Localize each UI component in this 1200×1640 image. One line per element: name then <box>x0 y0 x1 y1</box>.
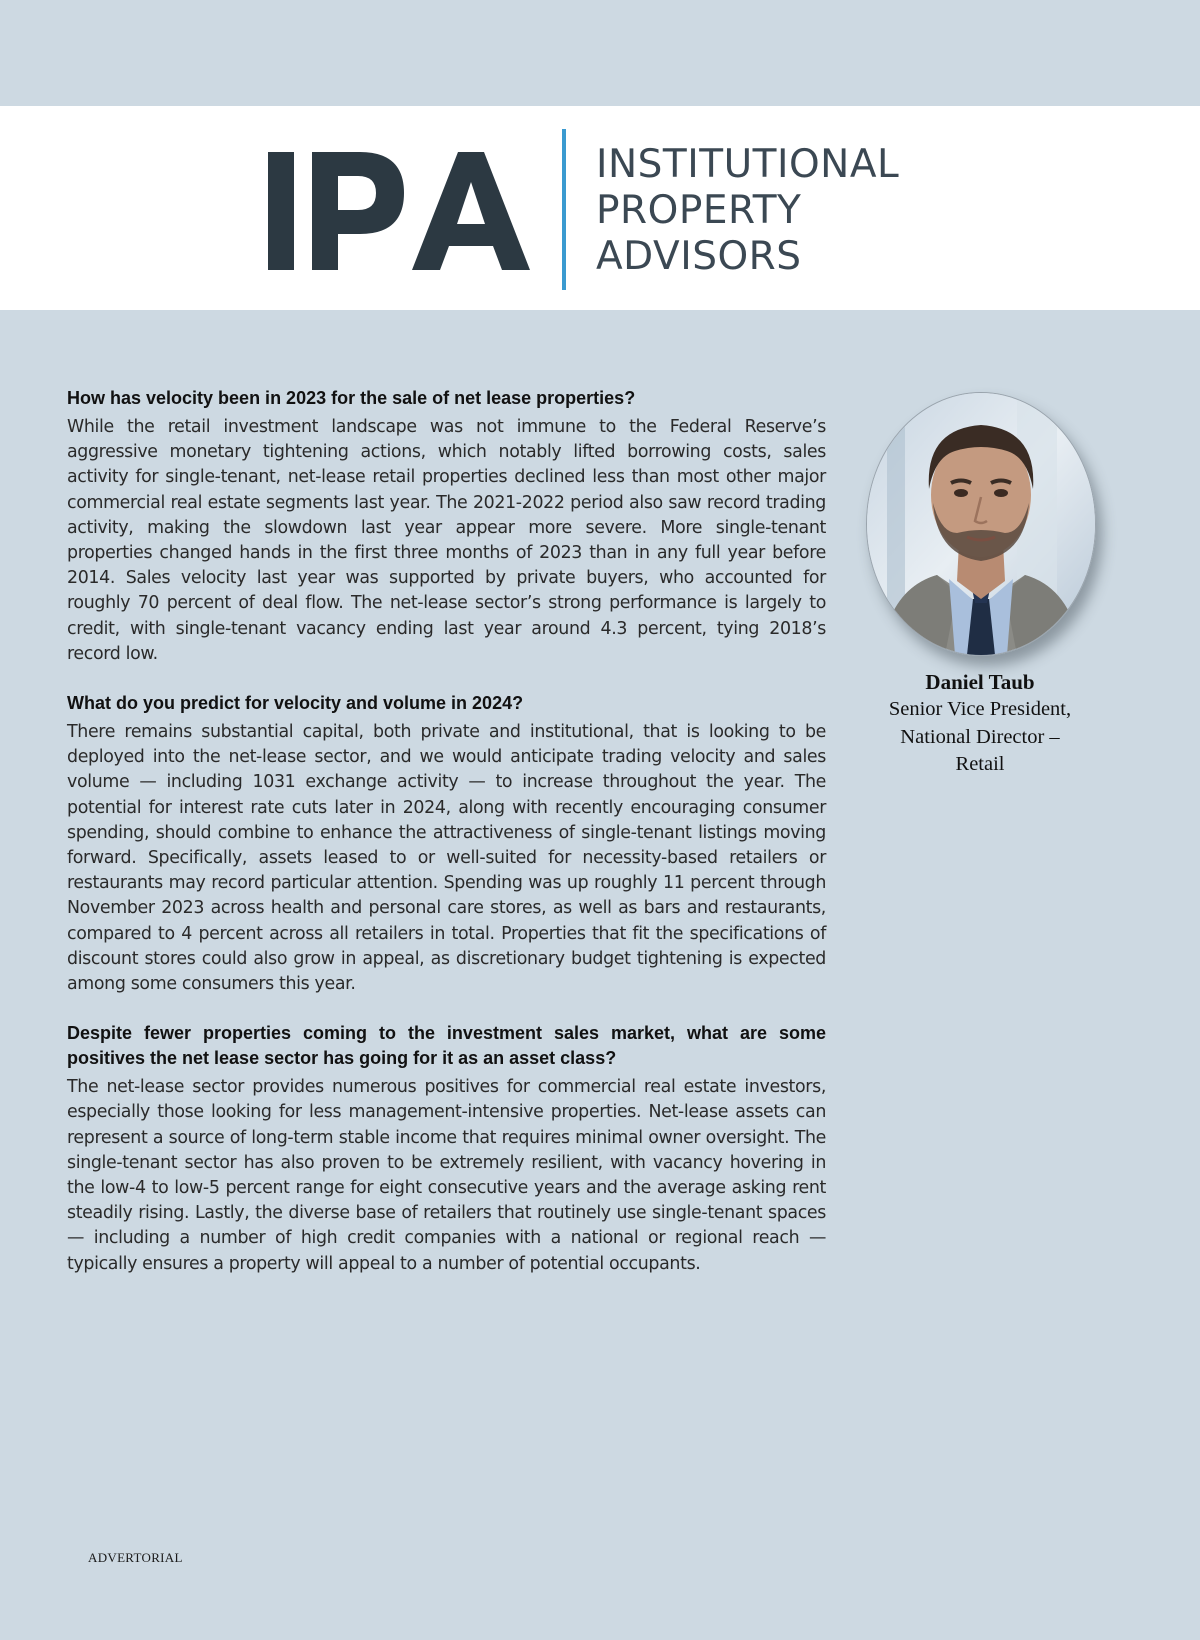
profile-title-line-3: Retail <box>955 753 1005 775</box>
question-2: What do you predict for velocity and volume in 2024? <box>67 693 524 714</box>
logo-line-property: PROPERTY <box>596 188 802 233</box>
person-portrait-icon <box>867 393 1095 655</box>
profile-name: Daniel Taub <box>925 670 1035 694</box>
profile-photo <box>866 392 1096 656</box>
logo-wordmark <box>596 142 936 280</box>
qa-content <box>67 386 826 1301</box>
logo-line-advisors: ADVISORS <box>596 234 802 279</box>
advertorial-label: ADVERTORIAL <box>88 1550 183 1565</box>
question-3: Despite fewer properties coming to the investment sales market, what are some positives the net lease sector has going for it as an asset class? <box>67 1023 826 1069</box>
answer-1: While the retail investment landscape was not immune to the Federal Reserve’s aggressive monetary tightening actions, which notably lifted borrowing costs, sales activity for single-tenant, net-lease retail properties declined less than most other major commercial real estate segments last year. The 2021-2022 period also saw record trading activity, making the slowdown last year appear more severe. More single-tenant properties changed hands in the first three months of 2023 than in any full year before 2014. Sales velocity last year was supported by private buyers, who accounted for roughly 70 percent of deal flow. The net-lease sector’s strong performance is largely to credit, with single-tenant vacancy ending last year around 4.3 percent, tying 2018’s record low. <box>67 417 826 664</box>
question-1: How has velocity been in 2023 for the sale of net lease properties? <box>67 388 636 408</box>
answer-3: The net-lease sector provides numerous positives for commercial real estate investors, especially those looking for less management-intensive properties. Net-lease assets can represent a source of long-term stable income that requires minimal owner oversight. The single-tenant sector has also proven to be extremely resilient, with vacancy hovering in the low-4 to low-5 percent range for eight consecutive years and the average asking rent steadily rising. Lastly, the diverse base of retailers that routinely use single-tenant spaces — including a number of high credit companies with a national or regional reach — typically ensures a property will appeal to a number of potential occupants. <box>67 1077 826 1274</box>
answer-2: There remains substantial capital, both private and institutional, that is looking to be deployed into the net-lease sector, and we would anticipate trading velocity and sales volume — including 1031 exchange activity — to increase throughout the year. The potential for interest rate cuts later in 2024, along with recently encouraging consumer spending, should combine to enhance the attractiveness of single-tenant listings moving forward. Specifically, assets leased to or well-suited for necessity-based retailers or restaurants may record particular attention. Spending was up roughly 11 percent through November 2023 across health and personal care stores, as well as bars and restaurants, compared to 4 percent across all retailers in total. Properties that fit the specifications of discount stores could also grow in appeal, as discretionary budget tightening is expected among some consumers this year. <box>67 722 826 995</box>
logo-divider <box>562 129 566 290</box>
ipa-logo-mark <box>262 138 532 274</box>
logo-line-institutional: INSTITUTIONAL <box>596 142 900 187</box>
profile-title-line-2: National Director – <box>900 725 1060 748</box>
profile-title-line-1: Senior Vice President, <box>888 698 1072 720</box>
profile-caption <box>866 668 1094 779</box>
